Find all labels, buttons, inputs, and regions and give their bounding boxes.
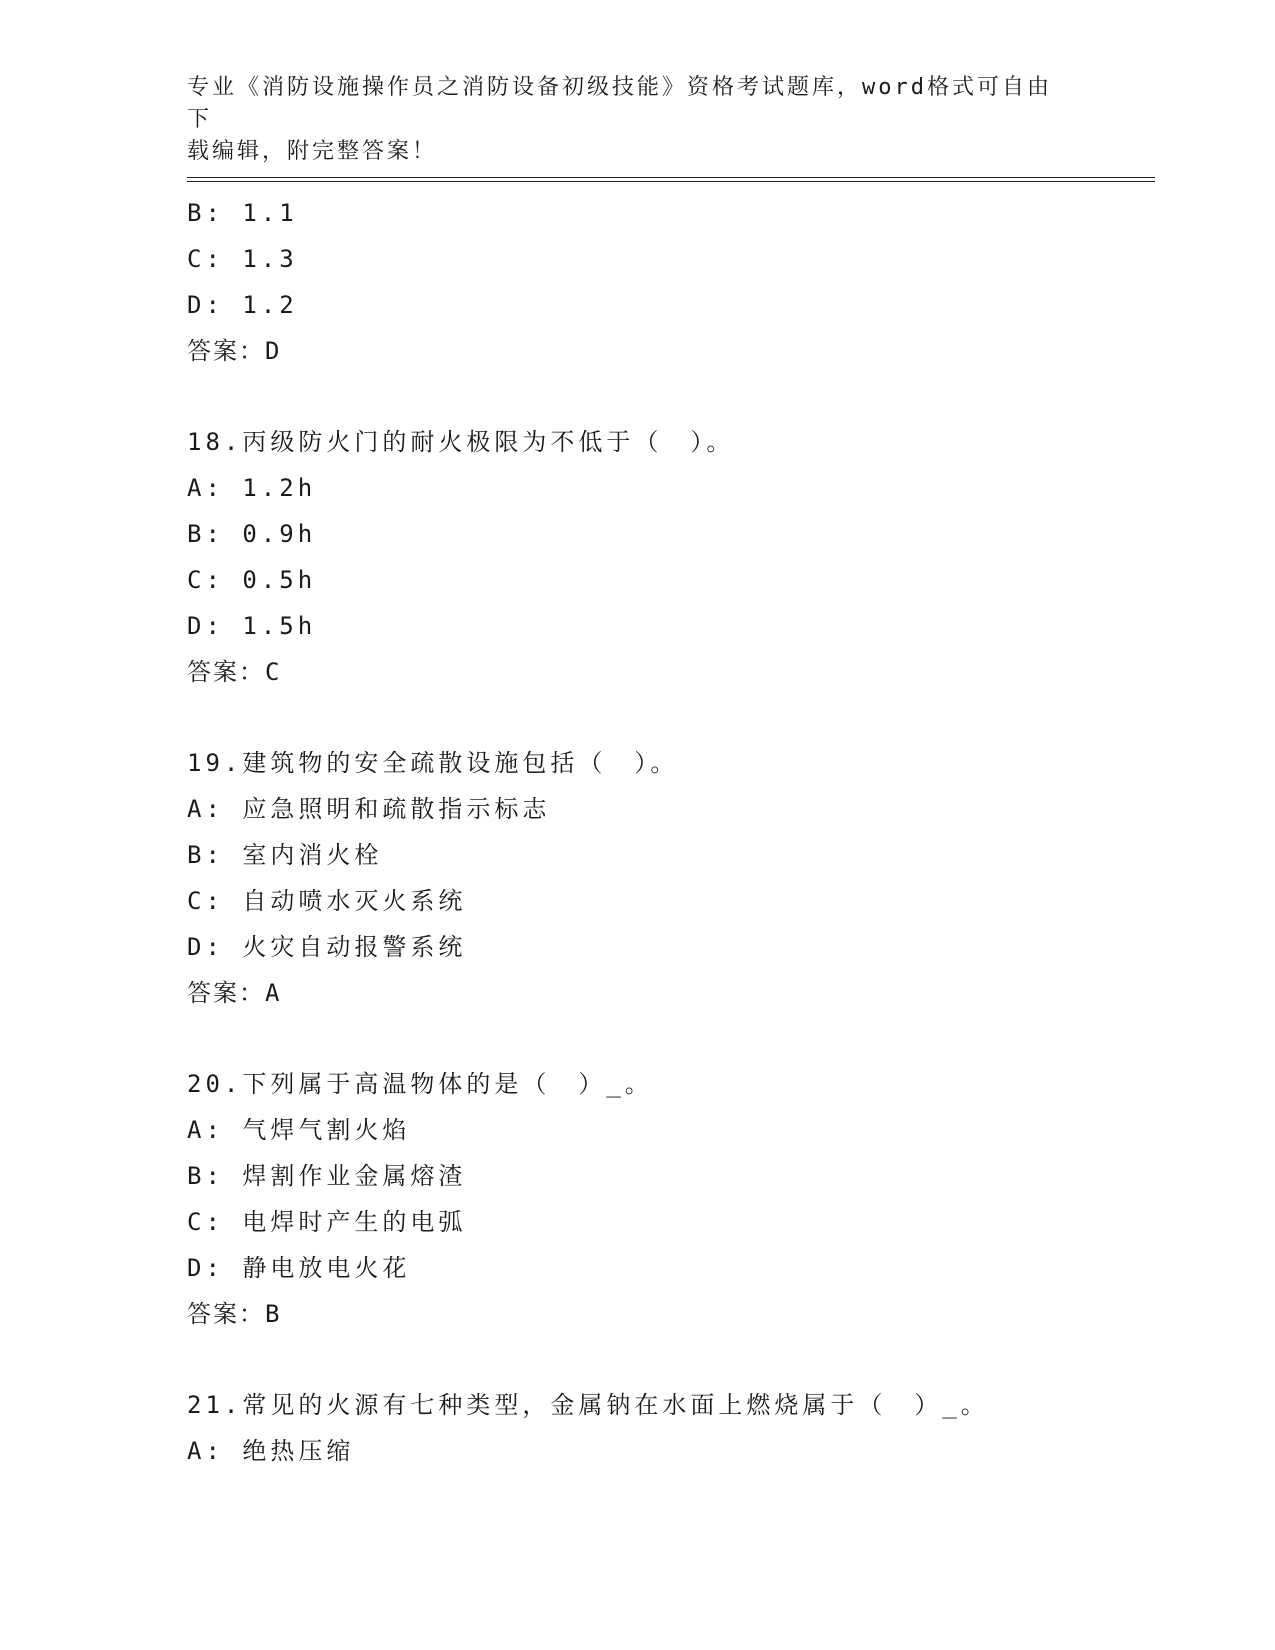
option-b: B: 1.1: [187, 199, 298, 227]
header-divider-bottom: [187, 181, 1155, 182]
option-a: A: 1.2h: [187, 474, 317, 502]
option-c: C: 0.5h: [187, 566, 317, 594]
option-d: D: 火灾自动报警系统: [187, 933, 467, 961]
question-stem: 20.下列属于高温物体的是（ ）_。: [187, 1070, 653, 1098]
option-a: A: 气焊气割火焰: [187, 1116, 411, 1144]
document-header: [187, 72, 1067, 168]
answer: 答案：D: [187, 337, 282, 365]
question-17: [187, 190, 1155, 374]
question-stem: 21.常见的火源有七种类型，金属钠在水面上燃烧属于（ ）_。: [187, 1391, 989, 1419]
option-a: A: 绝热压缩: [187, 1437, 355, 1465]
question-19: [187, 740, 1155, 1016]
question-18: [187, 419, 1155, 695]
question-list: [187, 190, 1155, 1474]
header-divider-top: [187, 177, 1155, 178]
question-20: [187, 1061, 1155, 1337]
header-line-2: 载编辑，附完整答案！: [187, 139, 438, 164]
option-c: C: 1.3: [187, 245, 298, 273]
option-c: C: 自动喷水灭火系统: [187, 887, 467, 915]
answer: 答案：A: [187, 979, 282, 1007]
option-b: B: 焊割作业金属熔渣: [187, 1162, 467, 1190]
question-stem: 18.丙级防火门的耐火极限为不低于（ ）。: [187, 428, 735, 456]
option-b: B: 室内消火栓: [187, 841, 383, 869]
option-b: B: 0.9h: [187, 520, 317, 548]
question-stem: 19.建筑物的安全疏散设施包括（ ）。: [187, 749, 679, 777]
option-a: A: 应急照明和疏散指示标志: [187, 795, 551, 823]
option-d: D: 静电放电火花: [187, 1254, 411, 1282]
question-21: [187, 1382, 1155, 1474]
option-d: D: 1.2: [187, 291, 298, 319]
option-c: C: 电焊时产生的电弧: [187, 1208, 467, 1236]
header-line-1: 专业《消防设施操作员之消防设备初级技能》资格考试题库，word格式可自由下: [187, 75, 1052, 132]
option-d: D: 1.5h: [187, 612, 317, 640]
answer: 答案：C: [187, 658, 282, 686]
answer: 答案：B: [187, 1300, 282, 1328]
